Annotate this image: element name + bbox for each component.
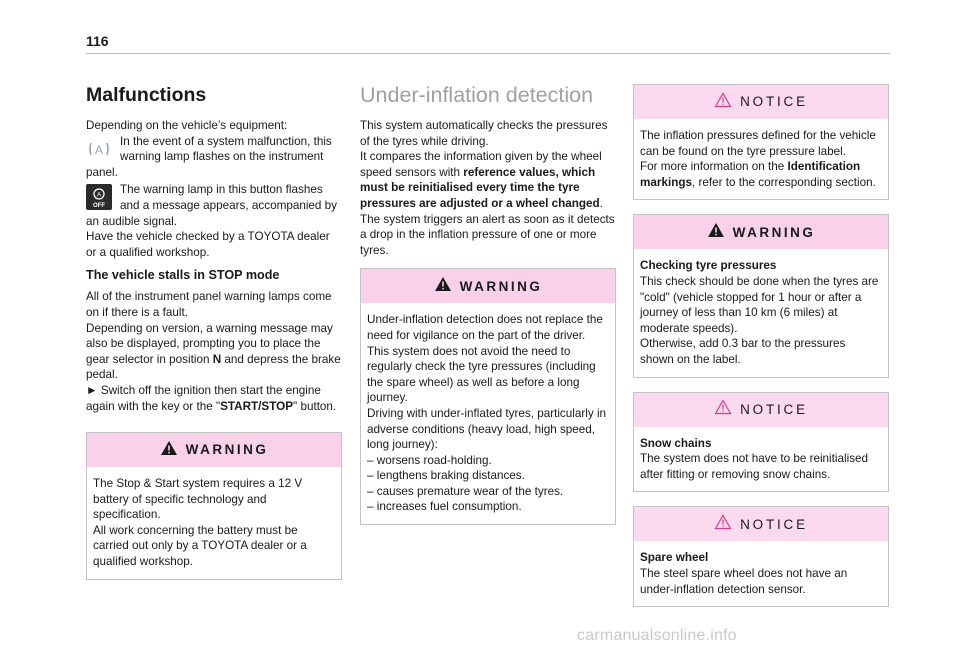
warning-text-3: Driving with under-inflated tyres, particularly in adverse conditions (heavy load, high speed, long journey): bbox=[367, 406, 607, 452]
lamp1-row bbox=[86, 134, 342, 181]
stalls-paragraph-2: Depending on version, a warning message may also be displayed, prompting you to place the gear selector in position N and depress the brake pedal. bbox=[86, 321, 341, 382]
list-item: – increases fuel consumption. bbox=[367, 500, 522, 514]
dealer-text: Have the vehicle checked by a TOYOTA dealer or a qualified workshop. bbox=[86, 230, 330, 259]
svg-text:A: A bbox=[96, 191, 102, 199]
warning-text-2: All work concerning the battery must be carried out only by a TOYOTA dealer or a qualified workshop. bbox=[93, 523, 307, 569]
notice-label: NOTICE bbox=[740, 94, 808, 110]
warning-triangle-icon bbox=[434, 276, 452, 297]
warning-text-2: Otherwise, add 0.3 bar to the pressures shown on the label. bbox=[640, 337, 846, 366]
page-number: 116 bbox=[86, 33, 109, 49]
warning-text-1: Under-inflation detection does not replace the need for vigilance on the part of the driver. bbox=[367, 313, 603, 342]
under-inflation-title: Under-inflation detection bbox=[360, 83, 594, 107]
notice-text: The steel spare wheel does not have an under-inflation detection sensor. bbox=[640, 566, 848, 596]
under-inflation-warning-box bbox=[360, 268, 616, 525]
warning-body bbox=[361, 303, 615, 524]
notice-label: NOTICE bbox=[740, 401, 808, 417]
notice-text-1: The inflation pressures defined for the vehicle can be found on the tyre pressure label. bbox=[640, 129, 876, 158]
warning-body bbox=[87, 467, 341, 579]
battery-warning-box bbox=[86, 432, 342, 580]
column-under-inflation bbox=[360, 82, 616, 539]
notice-body bbox=[634, 541, 888, 606]
notice-header bbox=[634, 85, 888, 119]
lamp2-row bbox=[86, 182, 342, 229]
warning-header bbox=[634, 215, 888, 249]
notice-triangle-icon bbox=[714, 514, 732, 535]
notice-text-2: For more information on the Identification markings, refer to the corresponding section. bbox=[640, 160, 876, 189]
warning-triangle-icon bbox=[160, 440, 178, 461]
warning-text-2: This system does not avoid the need to regularly check the tyre pressures (including the spare wheel) as well as before a long journey. bbox=[367, 344, 596, 405]
header-divider bbox=[86, 53, 890, 54]
malfunctions-title: Malfunctions bbox=[86, 84, 207, 106]
spare-wheel-notice-box bbox=[633, 506, 889, 607]
watermark: carmanualsonline.info bbox=[577, 627, 737, 644]
column-malfunctions bbox=[86, 82, 342, 594]
warning-triangle-icon bbox=[707, 222, 725, 243]
warning-body bbox=[634, 249, 888, 376]
notice-triangle-icon bbox=[714, 92, 732, 113]
notice-header bbox=[634, 393, 888, 427]
warning-label: WARNING bbox=[732, 224, 816, 240]
checking-pressures-warning-box bbox=[633, 214, 889, 377]
ui-paragraph-2: It compares the information given by the wheel speed sensors with reference values, which must be reinitialised every time the tyre pressures are adjusted or a wheel changed. bbox=[360, 150, 603, 210]
lamp2-text: The warning lamp in this button flashes and a message appears, accompanied by an audible signal. bbox=[86, 183, 338, 228]
notice-triangle-icon bbox=[714, 399, 732, 420]
ui-paragraph-1: This system automatically checks the pressures of the tyres while driving. bbox=[360, 119, 608, 148]
warning-header bbox=[87, 433, 341, 467]
svg-text:OFF: OFF bbox=[93, 203, 105, 210]
pressure-label-notice-box bbox=[633, 84, 889, 200]
lamp1-text: In the event of a system malfunction, this warning lamp flashes on the instrument panel. bbox=[86, 134, 332, 179]
warning-header bbox=[361, 269, 615, 303]
column-notices bbox=[633, 84, 889, 621]
stop-start-off-button-icon bbox=[86, 184, 112, 210]
warning-text-1: The Stop & Start system requires a 12 V battery of specific technology and specification. bbox=[93, 477, 303, 522]
warning-label: WARNING bbox=[185, 442, 269, 458]
warning-text-1: This check should be done when the tyres are "cold" (vehicle stopped for 1 hour or after a journey of less than 10 km (6 miles) at moderate speeds). bbox=[640, 274, 879, 335]
stalls-paragraph-1: All of the instrument panel warning lamps come on if there is a fault. bbox=[86, 290, 332, 319]
notice-subtitle: Snow chains bbox=[640, 436, 712, 450]
snow-chains-notice-box bbox=[633, 392, 889, 493]
warning-label: WARNING bbox=[459, 278, 543, 294]
stalls-paragraph-3: ► Switch off the ignition then start the engine again with the key or the "START/STOP" button. bbox=[86, 383, 337, 413]
notice-body bbox=[634, 119, 888, 199]
notice-text: The system does not have to be reinitialised after fitting or removing snow chains. bbox=[640, 452, 869, 481]
notice-header bbox=[634, 507, 888, 541]
stalls-title: The vehicle stalls in STOP mode bbox=[86, 268, 280, 283]
svg-text:A: A bbox=[94, 142, 104, 157]
intro-text: Depending on the vehicle’s equipment: bbox=[86, 119, 288, 132]
notice-subtitle: Spare wheel bbox=[640, 551, 709, 565]
warning-subtitle: Checking tyre pressures bbox=[640, 259, 777, 273]
ui-paragraph-3: The system triggers an alert as soon as it detects a drop in the inflation pressure of one or more tyres. bbox=[360, 212, 615, 257]
list-item: – causes premature wear of the tyres. bbox=[367, 484, 564, 498]
list-item: – lengthens braking distances. bbox=[367, 469, 525, 483]
notice-body bbox=[634, 427, 888, 492]
list-item: – worsens road-holding. bbox=[367, 453, 492, 467]
notice-label: NOTICE bbox=[740, 516, 808, 532]
tpms-warning-lamp-icon bbox=[86, 136, 112, 162]
